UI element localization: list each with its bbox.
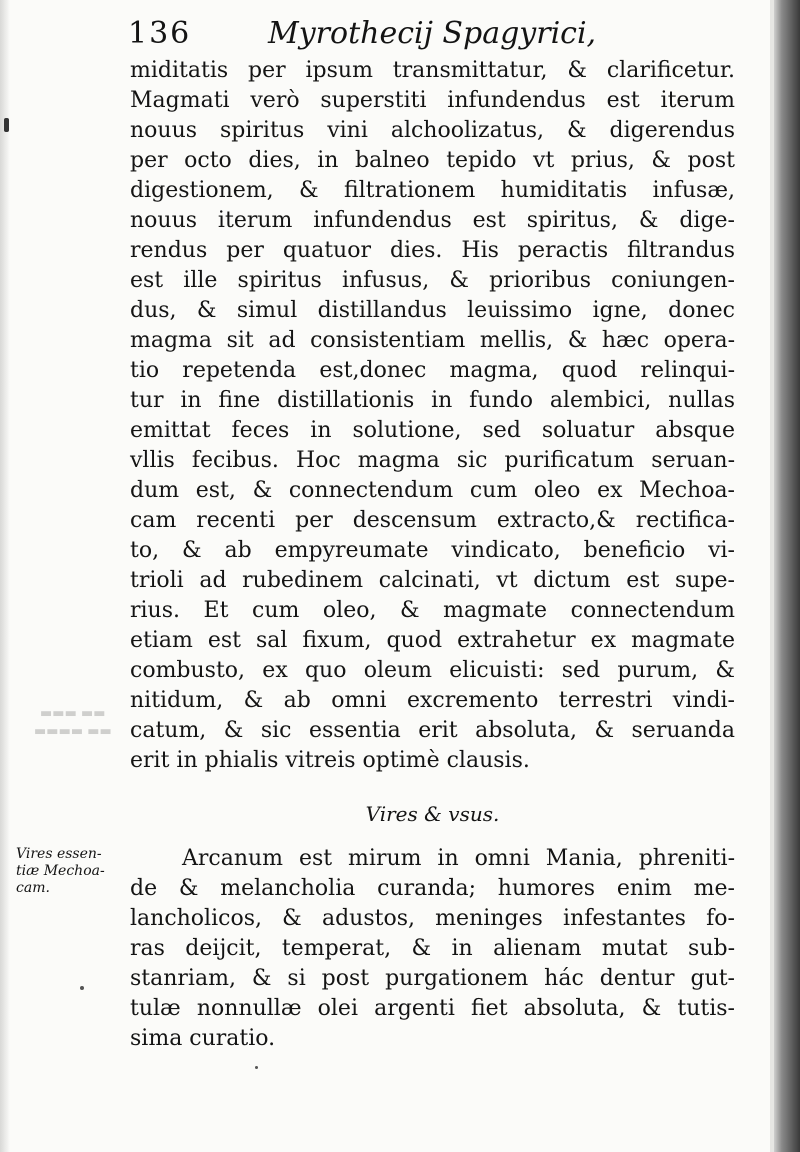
text-line: nitidum, & ab omni excremento terrestri vindi- bbox=[130, 688, 735, 713]
marginal-note-line: cam. bbox=[16, 880, 50, 896]
text-line: est ille spiritus infusus, & prioribus coniungen- bbox=[130, 268, 735, 293]
section-heading: Vires & vsus. bbox=[365, 802, 500, 826]
text-line: tur in fine distillationis in fundo alembici, nullas bbox=[130, 388, 735, 413]
text-line: trioli ad rubedinem calcinati, vt dictum est supe- bbox=[130, 568, 735, 593]
show-through-shadow: ▬▬▬▬ ▬▬ bbox=[34, 724, 112, 739]
text-line: digestionem, & filtrationem humiditatis infusæ, bbox=[130, 178, 735, 203]
text-line: combusto, ex quo oleum elicuisti: sed purum, & bbox=[130, 658, 735, 683]
text-line: Arcanum est mirum in omni Mania, phreniti- bbox=[182, 846, 735, 871]
page-edge-shadow bbox=[0, 0, 10, 1152]
text-line: cam recenti per descensum extracto,& rectifica- bbox=[130, 508, 735, 533]
text-line: catum, & sic essentia erit absoluta, & seruanda bbox=[130, 718, 735, 743]
book-binding bbox=[774, 0, 800, 1152]
text-line: Magmati verò superstiti infundendus est iterum bbox=[130, 88, 735, 113]
text-line: magma sit ad consistentiam mellis, & hæc opera- bbox=[130, 328, 735, 353]
marginal-note bbox=[16, 846, 134, 897]
text-line: dum est, & connectendum cum oleo ex Mechoa- bbox=[130, 478, 735, 503]
text-line: lancholicos, & adustos, meninges infestantes fo- bbox=[130, 906, 735, 931]
text-line: de & melancholia curanda; humores enim me- bbox=[130, 876, 735, 901]
text-line: rendus per quatuor dies. His peractis filtrandus bbox=[130, 238, 735, 263]
text-line: nouus iterum infundendus est spiritus, & dige- bbox=[130, 208, 735, 233]
page-number: 136 bbox=[128, 16, 192, 51]
running-title: Myrothecij Spagyrici, bbox=[268, 16, 597, 51]
text-line: stanriam, & si post purgationem hác dentur gut- bbox=[130, 966, 735, 991]
text-line: sima curatio. bbox=[130, 1026, 276, 1051]
text-line: to, & ab empyreumate vindicato, beneficio vi- bbox=[130, 538, 735, 563]
text-line: miditatis per ipsum transmittatur, & clarificetur. bbox=[130, 58, 735, 83]
show-through-shadow: ▬▬▬ ▬▬ bbox=[40, 706, 106, 721]
ink-speck bbox=[255, 1066, 258, 1069]
text-line: emittat feces in solutione, sed soluatur absque bbox=[130, 418, 735, 443]
text-line: dus, & simul distillandus leuissimo igne, donec bbox=[130, 298, 735, 323]
marginal-note-line: tiæ Mechoa- bbox=[16, 863, 105, 879]
text-line: tio repetenda est,donec magma, quod relinqui- bbox=[130, 358, 735, 383]
page-header bbox=[128, 14, 728, 58]
text-line: per octo dies, in balneo tepido vt prius, & post bbox=[130, 148, 735, 173]
text-line: tulæ nonnullæ olei argenti fiet absoluta, & tutis- bbox=[130, 996, 735, 1021]
text-line: erit in phialis vitreis optimè clausis. bbox=[130, 748, 530, 773]
text-line: etiam est sal fixum, quod extrahetur ex magmate bbox=[130, 628, 735, 653]
ink-speck bbox=[80, 986, 84, 990]
marginal-note-line: Vires essen- bbox=[16, 846, 102, 862]
ink-speck bbox=[4, 118, 9, 132]
text-line: ras deijcit, temperat, & in alienam mutat sub- bbox=[130, 936, 735, 961]
text-line: rius. Et cum oleo, & magmate connectendum bbox=[130, 598, 735, 623]
text-line: nouus spiritus vini alchoolizatus, & digerendus bbox=[130, 118, 735, 143]
text-line: vllis fecibus. Hoc magma sic purificatum seruan- bbox=[130, 448, 735, 473]
